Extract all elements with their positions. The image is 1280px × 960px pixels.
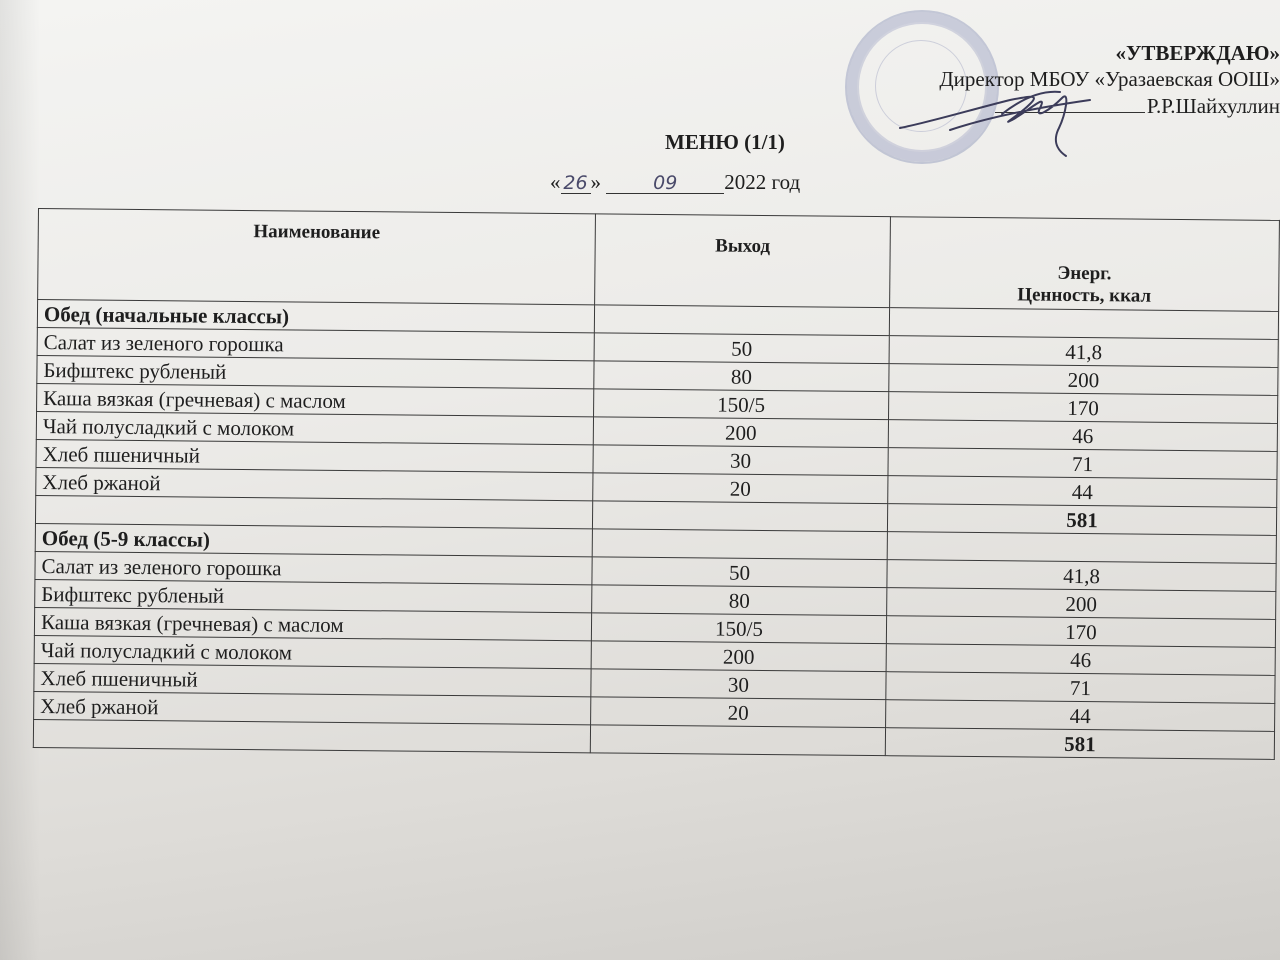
table-header-row: [38, 209, 1280, 312]
item-output: 80: [594, 361, 889, 392]
date-close-quote: »: [590, 170, 601, 194]
menu-title: МЕНЮ (1/1): [665, 130, 785, 154]
item-kcal: 46: [888, 420, 1277, 452]
section-title: Обед (начальные классы): [37, 300, 594, 333]
header-output: Выход: [595, 214, 891, 308]
approval-signer: Р.Р.Шайхуллин: [1146, 94, 1280, 118]
item-kcal: 200: [889, 364, 1278, 396]
item-kcal: 170: [889, 392, 1278, 424]
item-name: Чай полусладкий с молоком: [34, 635, 591, 668]
empty-cell: [33, 719, 590, 752]
empty-cell: [592, 529, 887, 560]
item-name: Салат из зеленого горошка: [35, 551, 592, 584]
item-kcal: 41,8: [887, 560, 1276, 592]
item-kcal: 200: [887, 588, 1276, 620]
item-output: 80: [592, 585, 887, 616]
item-kcal: 71: [886, 672, 1275, 704]
empty-cell: [889, 308, 1278, 340]
date-open-quote: «: [550, 170, 561, 194]
header-energy-line1: Энерг.: [1057, 262, 1112, 285]
item-output: 50: [594, 333, 889, 364]
date-month: 09: [606, 173, 724, 194]
item-output: 150/5: [594, 389, 889, 420]
item-name: Чай полусладкий с молоком: [36, 411, 593, 444]
item-kcal: 71: [888, 448, 1277, 480]
item-output: 30: [591, 669, 886, 700]
menu-date: [550, 170, 800, 195]
item-name: Хлеб пшеничный: [34, 663, 591, 696]
item-name: Каша вязкая (гречневая) с маслом: [37, 383, 594, 416]
header-name: Наименование: [38, 209, 596, 305]
item-name: Хлеб ржаной: [36, 467, 593, 500]
empty-cell: [594, 305, 889, 336]
item-name: Бифштекс рубленый: [35, 579, 592, 612]
page-shadow: [0, 0, 40, 960]
item-output: 20: [593, 473, 888, 504]
item-kcal: 170: [886, 616, 1275, 648]
item-output: 50: [592, 557, 887, 588]
section-title: Обед (5-9 классы): [35, 523, 592, 556]
item-output: 20: [591, 697, 886, 728]
header-energy: [890, 217, 1280, 312]
item-output: 150/5: [591, 613, 886, 644]
item-kcal: 46: [886, 644, 1275, 676]
item-name: Бифштекс рубленый: [37, 355, 594, 388]
empty-cell: [887, 532, 1276, 564]
approval-position: Директор МБОУ «Уразаевская ООШ»: [939, 67, 1280, 91]
section-total: 581: [887, 504, 1276, 536]
item-kcal: 44: [886, 700, 1275, 732]
item-output: 200: [591, 641, 886, 672]
item-name: Салат из зеленого горошка: [37, 327, 594, 360]
empty-cell: [592, 501, 887, 532]
item-kcal: 41,8: [889, 336, 1278, 368]
date-day: 26: [561, 173, 591, 194]
item-name: Хлеб пшеничный: [36, 439, 593, 472]
item-name: Каша вязкая (гречневая) с маслом: [34, 607, 591, 640]
header-energy-line2: Ценность, ккал: [1017, 284, 1152, 307]
empty-cell: [590, 725, 885, 756]
item-name: Хлеб ржаной: [34, 691, 591, 724]
menu-table: [33, 208, 1280, 760]
item-kcal: 44: [888, 476, 1277, 508]
item-output: 30: [593, 445, 888, 476]
approval-title: «УТВЕРЖДАЮ»: [1115, 41, 1280, 65]
date-year: 2022 год: [724, 170, 801, 194]
item-output: 200: [593, 417, 888, 448]
section-total: 581: [885, 728, 1274, 760]
handwritten-signature: [890, 70, 1130, 160]
